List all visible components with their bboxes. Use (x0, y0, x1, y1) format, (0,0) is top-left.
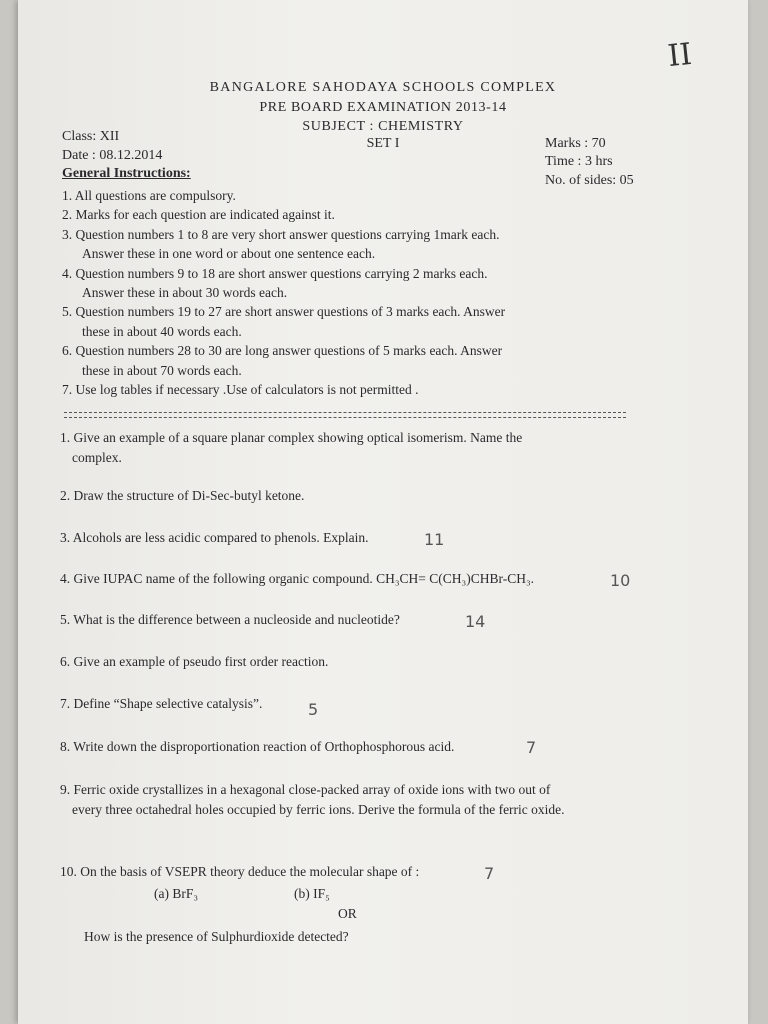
margin-mark: 11 (424, 530, 445, 549)
q10-or: OR (338, 906, 357, 921)
instruction-item: 4. Question numbers 9 to 18 are short answer questions carrying 2 marks each. (62, 265, 488, 281)
time-label: Time : 3 hrs (545, 154, 613, 169)
margin-mark: 14 (465, 612, 486, 631)
instruction-item: 6. Question numbers 28 to 30 are long answer questions of 5 marks each. Answer (62, 343, 503, 359)
question-text-cont: every three octahedral holes occupied by ferric ions. Derive the formula of the ferric oxide. (72, 802, 565, 817)
q10-alternative: How is the presence of Sulphurdioxide detected? (84, 929, 349, 944)
question-text: 5. What is the difference between a nucleoside and nucleotide? (60, 612, 400, 627)
question-text: 1. Give an example of a square planar complex showing optical isomerism. Name the (60, 430, 523, 445)
question-text: 10. On the basis of VSEPR theory deduce the molecular shape of : (60, 864, 420, 879)
instructions-list (62, 186, 622, 399)
question-text: 9. Ferric oxide crystallizes in a hexagonal close-packed array of oxide ions with two out of (60, 782, 551, 797)
divider (64, 417, 626, 418)
question-8 (60, 737, 660, 757)
question-5 (60, 610, 660, 630)
question-3 (60, 528, 660, 548)
question-9 (60, 780, 620, 820)
question-text: 4. Give IUPAC name of the following organic compound. CH₃CH= C(CH₃)CHBr-CH₃. (60, 571, 535, 586)
instruction-item: 5. Question numbers 19 to 27 are short answer questions of 3 marks each. Answer (62, 304, 506, 320)
margin-mark: 5 (308, 700, 319, 719)
instruction-item-cont: these in about 70 words each. (82, 362, 242, 378)
instruction-item: 3. Question numbers 1 to 8 are very short answer questions carrying 1mark each. (62, 226, 500, 242)
instruction-item: 2. Marks for each question are indicated against it. (62, 207, 335, 223)
question-6 (60, 652, 660, 672)
corner-mark: II (666, 36, 694, 75)
general-instructions-title: General Instructions: (62, 166, 191, 181)
margin-mark: 10 (610, 571, 631, 590)
q10-option-a: (a) BrF₃ (154, 886, 199, 901)
date-label: Date : 08.12.2014 (62, 148, 163, 163)
question-text: 6. Give an example of pseudo first order reaction. (60, 654, 329, 669)
question-7 (60, 694, 660, 714)
q10-option-b: (b) IF₅ (294, 886, 330, 901)
instruction-item: 1. All questions are compulsory. (62, 188, 236, 203)
question-text: 3. Alcohols are less acidic compared to phenols. Explain. (60, 530, 369, 545)
school-name: BANGALORE SAHODAYA SCHOOLS COMPLEX (209, 80, 557, 95)
sides-label: No. of sides: 05 (545, 173, 634, 188)
set-label: SET I (366, 136, 400, 151)
question-text-cont: complex. (72, 450, 122, 465)
exam-title: PRE BOARD EXAMINATION 2013-14 (259, 100, 507, 115)
subject: SUBJECT : CHEMISTRY (302, 119, 464, 134)
question-10 (60, 862, 660, 882)
exam-paper (18, 0, 748, 1024)
margin-mark: 7 (484, 864, 495, 883)
question-4 (60, 569, 660, 589)
divider (64, 412, 626, 413)
question-text: 2. Draw the structure of Di-Sec-butyl ketone. (60, 488, 305, 503)
question-text: 8. Write down the disproportionation reaction of Orthophosphorous acid. (60, 739, 455, 754)
question-text: 7. Define “Shape selective catalysis”. (60, 696, 263, 711)
question-1 (60, 428, 660, 468)
margin-mark: 7 (526, 738, 537, 757)
instruction-item-cont: Answer these in about 30 words each. (82, 285, 288, 301)
class-label: Class: XII (62, 129, 120, 144)
marks-label: Marks : 70 (545, 136, 606, 151)
instruction-item-cont: Answer these in one word or about one sentence each. (82, 246, 376, 262)
instruction-item-cont: these in about 40 words each. (82, 323, 242, 339)
question-2 (60, 486, 660, 506)
instruction-item: 7. Use log tables if necessary .Use of calculators is not permitted . (62, 382, 419, 398)
